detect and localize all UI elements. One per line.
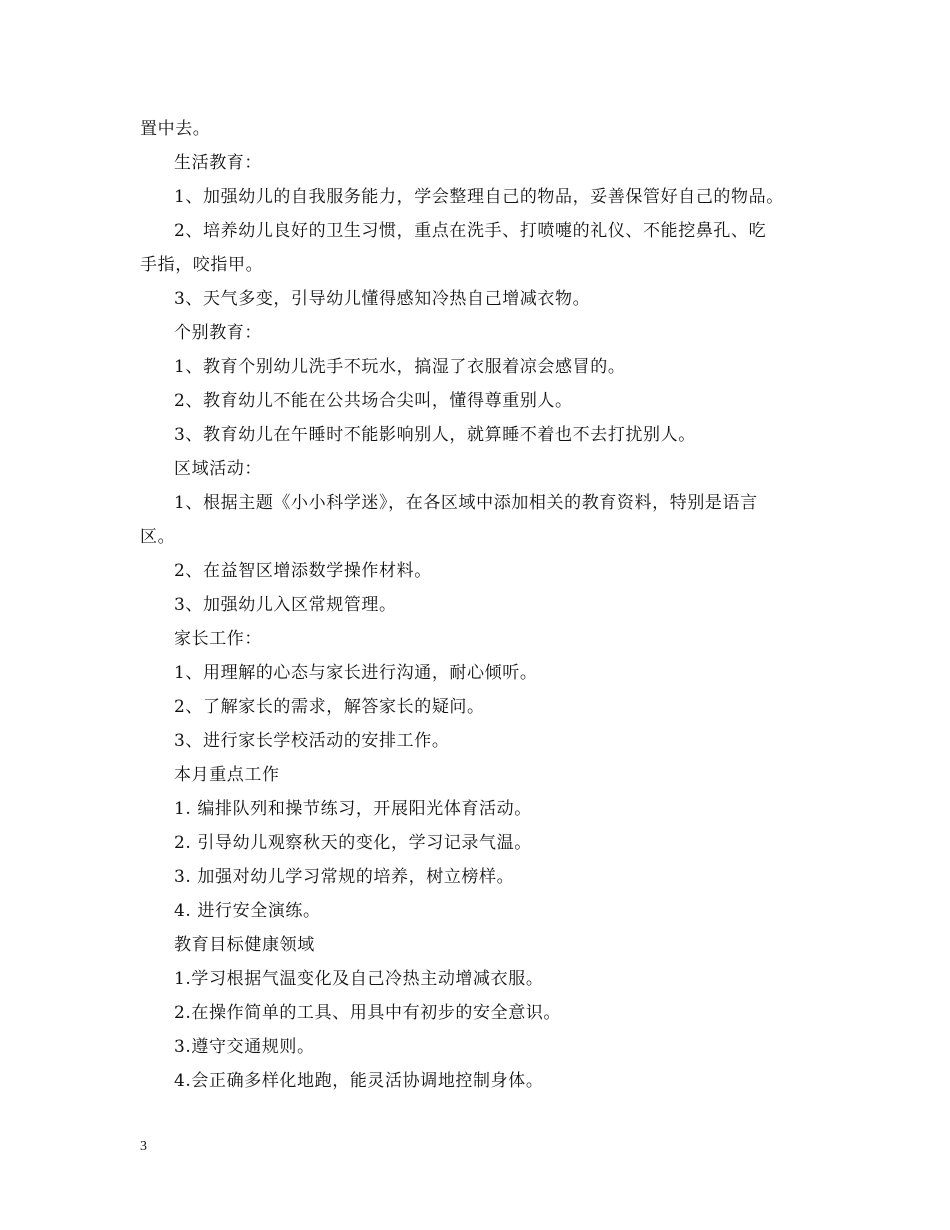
text-line: 区域活动：	[174, 459, 262, 479]
text-line: 3、进行家长学校活动的安排工作。	[174, 731, 450, 751]
text-line: 2、在益智区增添数学操作材料。	[174, 561, 432, 581]
text-line: 2、了解家长的需求，解答家长的疑问。	[174, 697, 485, 717]
text-line: 1、根据主题《小小科学迷》，在各区域中添加相关的教育资料，特别是语言	[174, 493, 758, 513]
text-line: 2. 引导幼儿观察秋天的变化，学习记录气温。	[174, 833, 532, 853]
text-line: 4.会正确多样化地跑，能灵活协调地控制身体。	[174, 1071, 544, 1091]
text-line: 3、教育幼儿在午睡时不能影响别人，就算睡不着也不去打扰别人。	[174, 425, 696, 445]
text-line: 2、培养幼儿良好的卫生习惯，重点在洗手、打喷嚏的礼仪、不能挖鼻孔、吃	[174, 221, 767, 241]
text-line: 手指，咬指甲。	[140, 255, 264, 275]
text-line: 个别教育：	[174, 323, 262, 343]
text-line: 2、教育幼儿不能在公共场合尖叫，懂得尊重别人。	[174, 391, 573, 411]
text-line: 4. 进行安全演练。	[174, 901, 321, 921]
text-line: 3、加强幼儿入区常规管理。	[174, 595, 397, 615]
text-line: 1、教育个别幼儿洗手不玩水，搞湿了衣服着凉会感冒的。	[174, 357, 626, 377]
text-line: 1. 编排队列和操节练习，开展阳光体育活动。	[174, 799, 532, 819]
text-line: 3、天气多变，引导幼儿懂得感知冷热自己增减衣物。	[174, 289, 591, 309]
page-number: 3	[140, 1139, 147, 1154]
text-line: 1.学习根据气温变化及自己冷热主动增减衣服。	[174, 969, 544, 989]
text-line: 2.在操作简单的工具、用具中有初步的安全意识。	[174, 1003, 562, 1023]
text-line: 家长工作：	[174, 629, 262, 649]
text-line: 区。	[140, 527, 176, 547]
text-line: 生活教育：	[174, 153, 262, 173]
text-line: 置中去。	[140, 119, 211, 139]
text-line: 3.遵守交通规则。	[174, 1037, 315, 1057]
text-line: 3. 加强对幼儿学习常规的培养，树立榜样。	[174, 867, 515, 887]
text-line: 教育目标健康领域	[174, 935, 315, 955]
page-body-text	[140, 112, 815, 1098]
text-line: 1、加强幼儿的自我服务能力，学会整理自己的物品，妥善保管好自己的物品。	[174, 187, 784, 207]
text-line: 1、用理解的心态与家长进行沟通，耐心倾听。	[174, 663, 538, 683]
text-line: 本月重点工作	[174, 765, 280, 785]
